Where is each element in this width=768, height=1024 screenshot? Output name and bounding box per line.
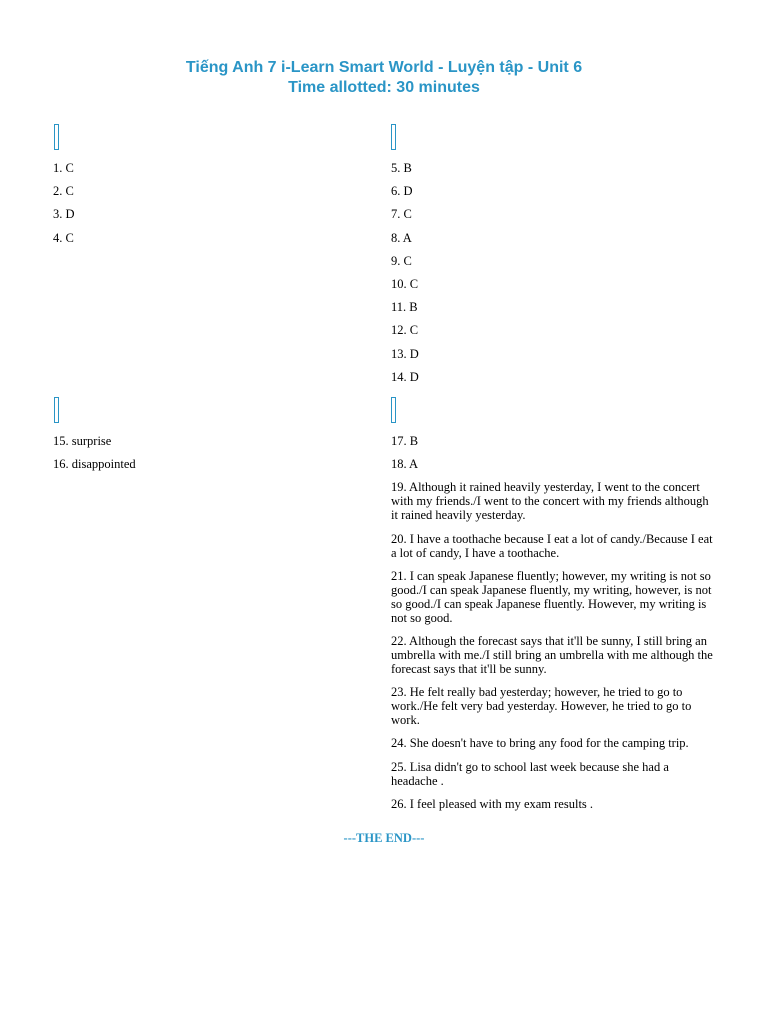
the-end-footer: ---THE END--- [343, 831, 425, 845]
answer-item: 24. She doesn't have to bring any food for the camping trip. [391, 736, 689, 751]
answer-item: 12. C [391, 323, 419, 338]
placeholder-box-icon [391, 124, 396, 150]
answer-item: 10. C [391, 276, 419, 291]
answer-item: 14. D [391, 369, 419, 384]
answer-item: 1. C [53, 161, 74, 175]
answer-item: 11. B [391, 300, 418, 315]
placeholder-box-icon [54, 397, 59, 423]
answer-item: 5. B [391, 161, 412, 175]
answer-item: 21. I can speak Japanese fluently; however, my writing is not so good./I can speak Japanese fluently, my writing, however, is not so good./I can speak Japanese fluently. However, my writing is not so good. [391, 568, 712, 625]
section2-right-column [391, 397, 716, 820]
answer-item: 4. C [53, 230, 74, 245]
answer-item: 16. disappointed [53, 457, 136, 472]
document-title: Tiếng Anh 7 i-Learn Smart World - Luyện tập - Unit 6 [185, 59, 583, 76]
section1-right-column [391, 124, 716, 393]
time-allotted: Time allotted: 30 minutes [288, 79, 480, 96]
answer-item: 22. Although the forecast says that it'll be sunny, I still bring an umbrella with me./I still bring an umbrella with me although the forecast says that it'll be sunny. [391, 633, 713, 676]
answer-item: 25. Lisa didn't go to school last week because she had a headache . [391, 759, 669, 788]
placeholder-box-icon [391, 397, 396, 423]
answer-item: 20. I have a toothache because I eat a lot of candy./Because I eat a lot of candy, I have a toothache. [391, 531, 713, 560]
answer-item: 23. He felt really bad yesterday; however, he tried to go to work./He felt very bad yesterday. However, he tried to go to work. [391, 685, 692, 728]
answer-item: 26. I feel pleased with my exam results . [391, 796, 594, 811]
document-header [0, 58, 768, 98]
section2-left-column [53, 397, 353, 480]
answer-item: 18. A [391, 457, 419, 472]
answer-item: 15. surprise [53, 434, 112, 448]
placeholder-box-icon [54, 124, 59, 150]
answer-item: 9. C [391, 253, 412, 268]
answer-item: 7. C [391, 207, 412, 222]
answer-item: 13. D [391, 346, 419, 361]
answer-item: 19. Although it rained heavily yesterday, I went to the concert with my friends./I went to the concert with my friends although it rained heavily yesterday. [391, 480, 709, 523]
answer-item: 2. C [53, 184, 74, 199]
answer-item: 3. D [53, 207, 75, 222]
answer-item: 8. A [391, 230, 412, 245]
answer-item: 17. B [391, 434, 419, 448]
section1-left-column [53, 124, 353, 254]
answer-item: 6. D [391, 184, 413, 199]
